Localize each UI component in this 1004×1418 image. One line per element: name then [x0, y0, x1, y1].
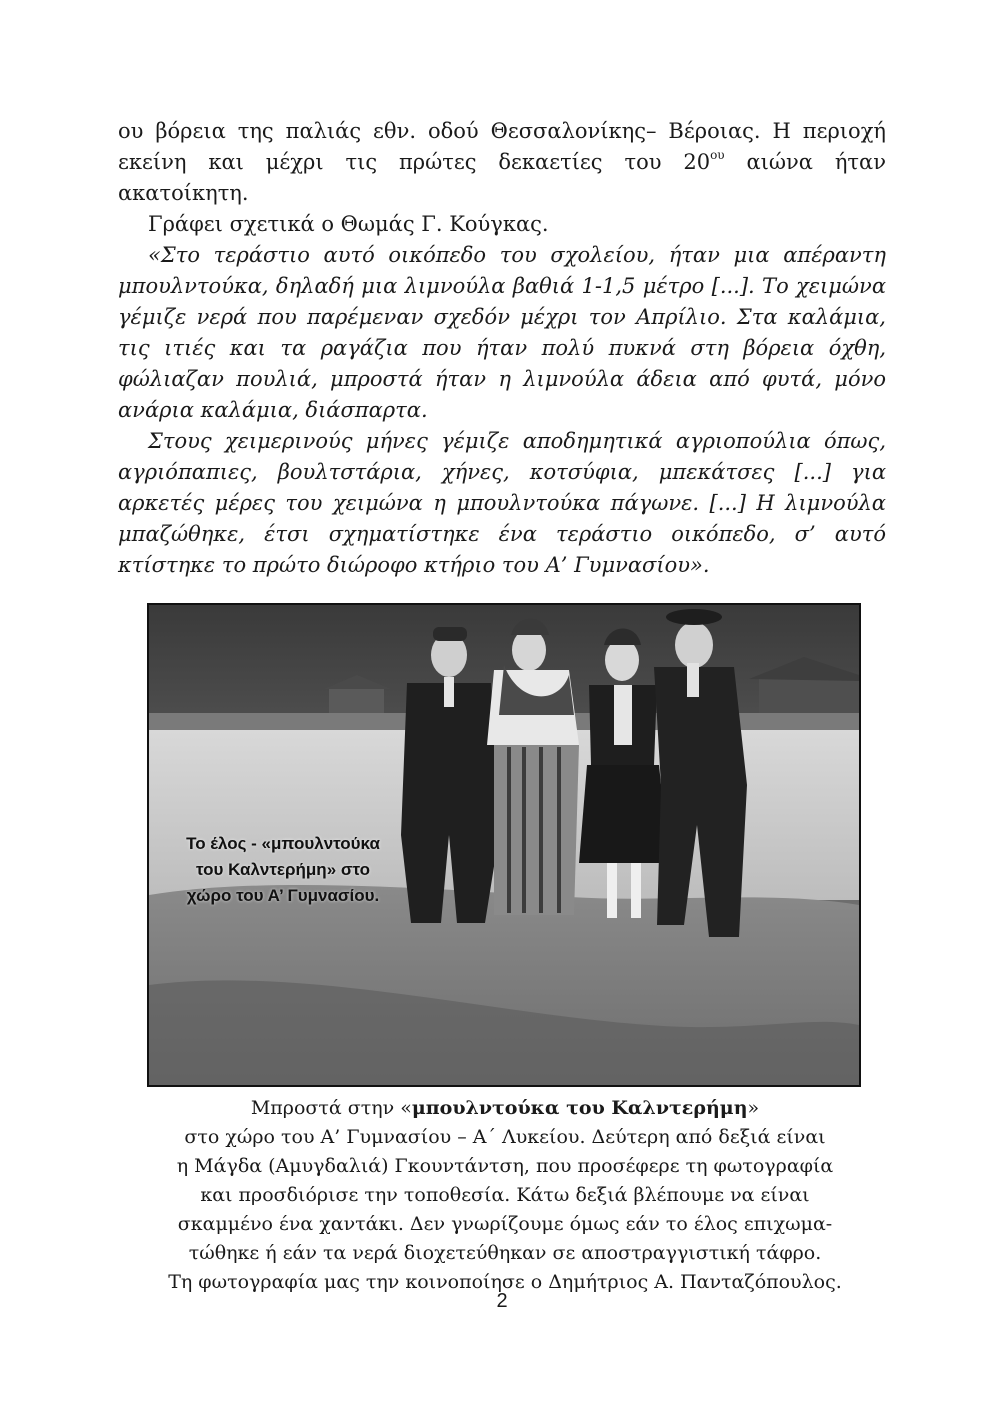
photo-caption	[110, 1094, 900, 1297]
quote-paragraph-2: Στους χειμερινούς μήνες γέμιζε αποδημητικά αγριοπούλια όπως, αγριόπαπιες, βουλτστάρια, χήνες, κοτσύφια, μπεκάτσες [...] για αρκετές μέρες του χειμώνα η μπουλντούκα πάγωνε. [...] Η λιμνούλα μπαζώθηκε, έτσι σχηματίστηκε ένα τεράστιο οικόπεδο, σ’ αυτό κτίστηκε το πρώτο διώροφο κτήριο του Α’ Γυμνασίου».	[118, 429, 886, 577]
page-number: 2	[496, 1290, 508, 1312]
photo-overlay-label: Το έλος - «μπουλντούκα του Καλντερήμη» στο χώρο του Α’ Γυμνασίου.	[186, 834, 380, 905]
caption-line-6: τώθηκε ή εάν τα νερά διοχετεύθηκαν σε αποστραγγιστική τάφρο.	[188, 1242, 822, 1264]
caption-line-1: Μπροστά στην «μπουλντούκα του Καλντερήμη»	[250, 1097, 760, 1119]
caption-line-5: σκαμμένο ένα χαντάκι. Δεν γνωρίζουμε όμως εάν το έλος επιχωμα-	[177, 1213, 833, 1235]
caption-line-7: Τη φωτογραφία μας την κοινοποίησε ο Δημήτριος Α. Πανταζόπουλος.	[168, 1271, 842, 1293]
author-reference-paragraph: Γράφει σχετικά ο Θωμάς Γ. Κούγκας.	[148, 212, 549, 236]
superscript-ou: ου	[710, 148, 725, 162]
caption-line-2: στο χώρο του Α’ Γυμνασίου – Α΄ Λυκείου. Δεύτερη από δεξιά είναι	[184, 1126, 826, 1148]
quote-paragraph-1: «Στο τεράστιο αυτό οικόπεδο του σχολείου, ήταν μια απέραντη μπουλντούκα, δηλαδή μια λιμνούλα βαθιά 1-1,5 μέτρο [...]. Το χειμώνα γέμιζε νερά που παρέμεναν σχεδόν μέχρι τον Απρίλιο. Στα καλάμια, τις ιτιές και τα ραγάζια που ήταν πολύ πυκνά στη βόρεια όχθη, φώλιαζαν πουλιά, μπροστά ήταν η λιμνούλα άδεια από φυτά, μόνο ανάρια καλάμια, διάσπαρτα.	[118, 243, 886, 422]
page-body	[118, 116, 886, 581]
intro-paragraph: ου βόρεια της παλιάς εθν. οδού Θεσσαλονίκης– Βέροιας. Η περιοχή εκείνη και μέχρι τις πρώτες δεκαετίες του $20^{o\upsilon}$ αιώνα ήταν ακατοίκητη.	[118, 119, 886, 205]
caption-line-4: και προσδιόρισε την τοποθεσία. Κάτω δεξιά βλέπουμε να είναι	[200, 1184, 810, 1206]
caption-line-3: η Μάγδα (Αμυγδαλιά) Γκουντάντση, που προσέφερε τη φωτογραφία	[176, 1155, 834, 1177]
historic-photograph	[147, 603, 861, 1087]
